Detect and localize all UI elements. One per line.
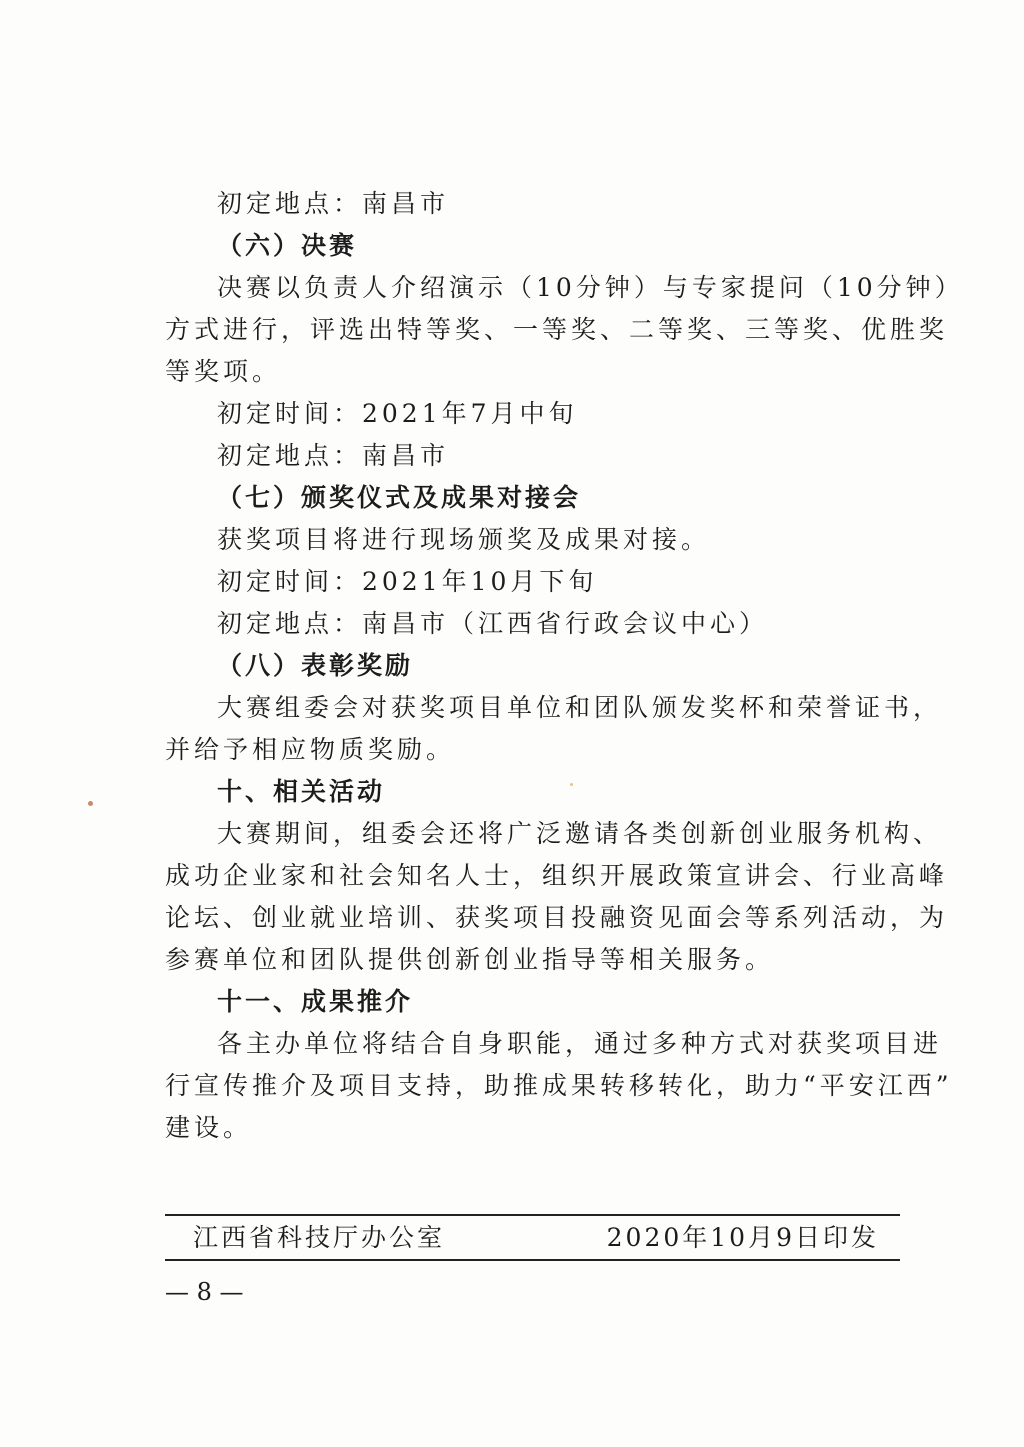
scan-speck (88, 801, 93, 806)
body-line-6: 初定地点：南昌市 (217, 441, 450, 470)
body-line-3: 方式进行，评选出特等奖、一等奖、二等奖、三等奖、优胜奖 (165, 315, 949, 344)
section-heading-8: （八）表彰奖励 (217, 651, 414, 680)
body-line-4: 等奖项。 (165, 357, 282, 386)
section-heading-10: 十、相关活动 (217, 777, 386, 806)
footer-top-rule (165, 1214, 900, 1216)
body-line-14: 论坛、创业就业培训、获奖项目投融资见面会等系列活动，为 (165, 903, 949, 932)
footer-issuer: 江西省科技厅办公室 (193, 1223, 446, 1252)
body-line-17: 行宣传推介及项目支持，助推成果转移转化，助力“平安江西” (165, 1071, 953, 1100)
body-line-9: 初定地点：南昌市（江西省行政会议中心） (217, 609, 769, 638)
footer-bottom-rule (165, 1259, 900, 1261)
document-body (165, 183, 964, 1149)
body-line-5: 初定时间：2021年7月中旬 (217, 399, 578, 428)
body-line-16: 各主办单位将结合自身职能，通过多种方式对获奖项目进 (217, 1029, 943, 1058)
body-line-15: 参赛单位和团队提供创新创业指导等相关服务。 (165, 945, 775, 974)
section-heading-6: （六）决赛 (217, 231, 358, 260)
body-line-13: 成功企业家和社会知名人士，组织开展政策宣讲会、行业高峰 (165, 861, 949, 890)
body-line-8: 初定时间：2021年10月下旬 (217, 567, 598, 596)
section-heading-7: （七）颁奖仪式及成果对接会 (217, 483, 582, 512)
scan-speck (570, 783, 573, 786)
body-line-18: 建设。 (165, 1113, 253, 1142)
body-line-1: 初定地点：南昌市 (217, 189, 450, 218)
body-line-11: 并给予相应物质奖励。 (165, 735, 456, 764)
body-line-7: 获奖项目将进行现场颁奖及成果对接。 (217, 525, 711, 554)
page-number: — 8 — (165, 1278, 244, 1306)
body-line-10: 大赛组委会对获奖项目单位和团队颁发奖杯和荣誉证书， (217, 693, 943, 722)
footer-issue-date: 2020年10月9日印发 (606, 1223, 879, 1252)
body-line-12: 大赛期间，组委会还将广泛邀请各类创新创业服务机构、 (217, 819, 943, 848)
body-line-2: 决赛以负责人介绍演示（10分钟）与专家提问（10分钟） (217, 273, 964, 302)
section-heading-11: 十一、成果推介 (217, 987, 414, 1016)
